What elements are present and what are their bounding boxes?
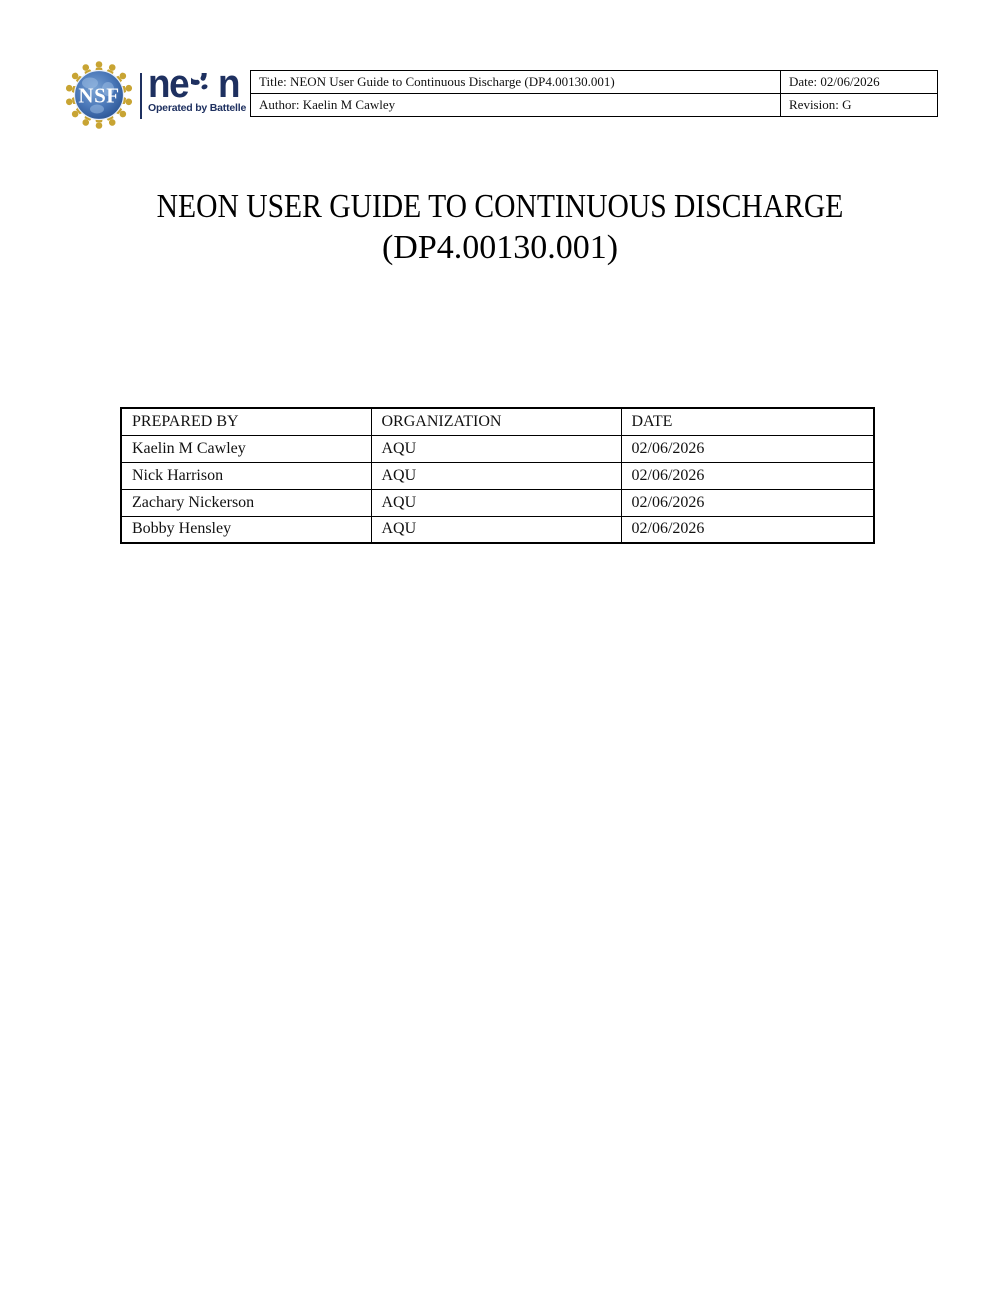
neon-wordmark-left: ne — [148, 62, 189, 106]
header-meta-table — [250, 70, 938, 117]
col-header-date: DATE — [621, 408, 874, 435]
table-row — [251, 71, 938, 94]
page-title-line-2: (DP4.00130.001) — [381, 229, 619, 266]
table-row — [121, 435, 874, 462]
neon-wordmark-right: n — [217, 62, 239, 106]
prepared-by-date: 02/06/2026 — [621, 516, 874, 543]
nsf-logo-icon — [63, 59, 135, 131]
doc-revision-cell: Revision: G — [781, 94, 938, 117]
table-header-row — [121, 408, 874, 435]
neon-wordmark — [148, 62, 240, 106]
table-row — [121, 489, 874, 516]
prepared-by-name: Zachary Nickerson — [121, 489, 371, 516]
col-header-prepared-by: PREPARED BY — [121, 408, 371, 435]
prepared-by-org: AQU — [371, 462, 621, 489]
prepared-by-org: AQU — [371, 435, 621, 462]
page-title-line-1: NEON USER GUIDE TO CONTINUOUS DISCHARGE — [156, 188, 844, 225]
doc-title-cell: Title: NEON User Guide to Continuous Discharge (DP4.00130.001) — [251, 71, 781, 94]
prepared-by-date: 02/06/2026 — [621, 435, 874, 462]
prepared-by-org: AQU — [371, 516, 621, 543]
doc-author-cell: Author: Kaelin M Cawley — [251, 94, 781, 117]
page-title — [0, 186, 1000, 268]
col-header-organization: ORGANIZATION — [371, 408, 621, 435]
table-row — [251, 94, 938, 117]
doc-date-cell: Date: 02/06/2026 — [781, 71, 938, 94]
prepared-by-table — [120, 407, 875, 544]
neon-logo — [148, 62, 247, 114]
prepared-by-org: AQU — [371, 489, 621, 516]
prepared-by-name: Nick Harrison — [121, 462, 371, 489]
table-row — [121, 516, 874, 543]
logo-divider — [140, 73, 142, 119]
table-row — [121, 462, 874, 489]
prepared-by-name: Kaelin M Cawley — [121, 435, 371, 462]
prepared-by-date: 02/06/2026 — [621, 462, 874, 489]
prepared-by-name: Bobby Hensley — [121, 516, 371, 543]
neon-tagline: Operated by Battelle — [148, 102, 247, 114]
prepared-by-date: 02/06/2026 — [621, 489, 874, 516]
neon-swirl-o-icon — [191, 73, 218, 100]
nsf-text: NSF — [78, 83, 120, 108]
